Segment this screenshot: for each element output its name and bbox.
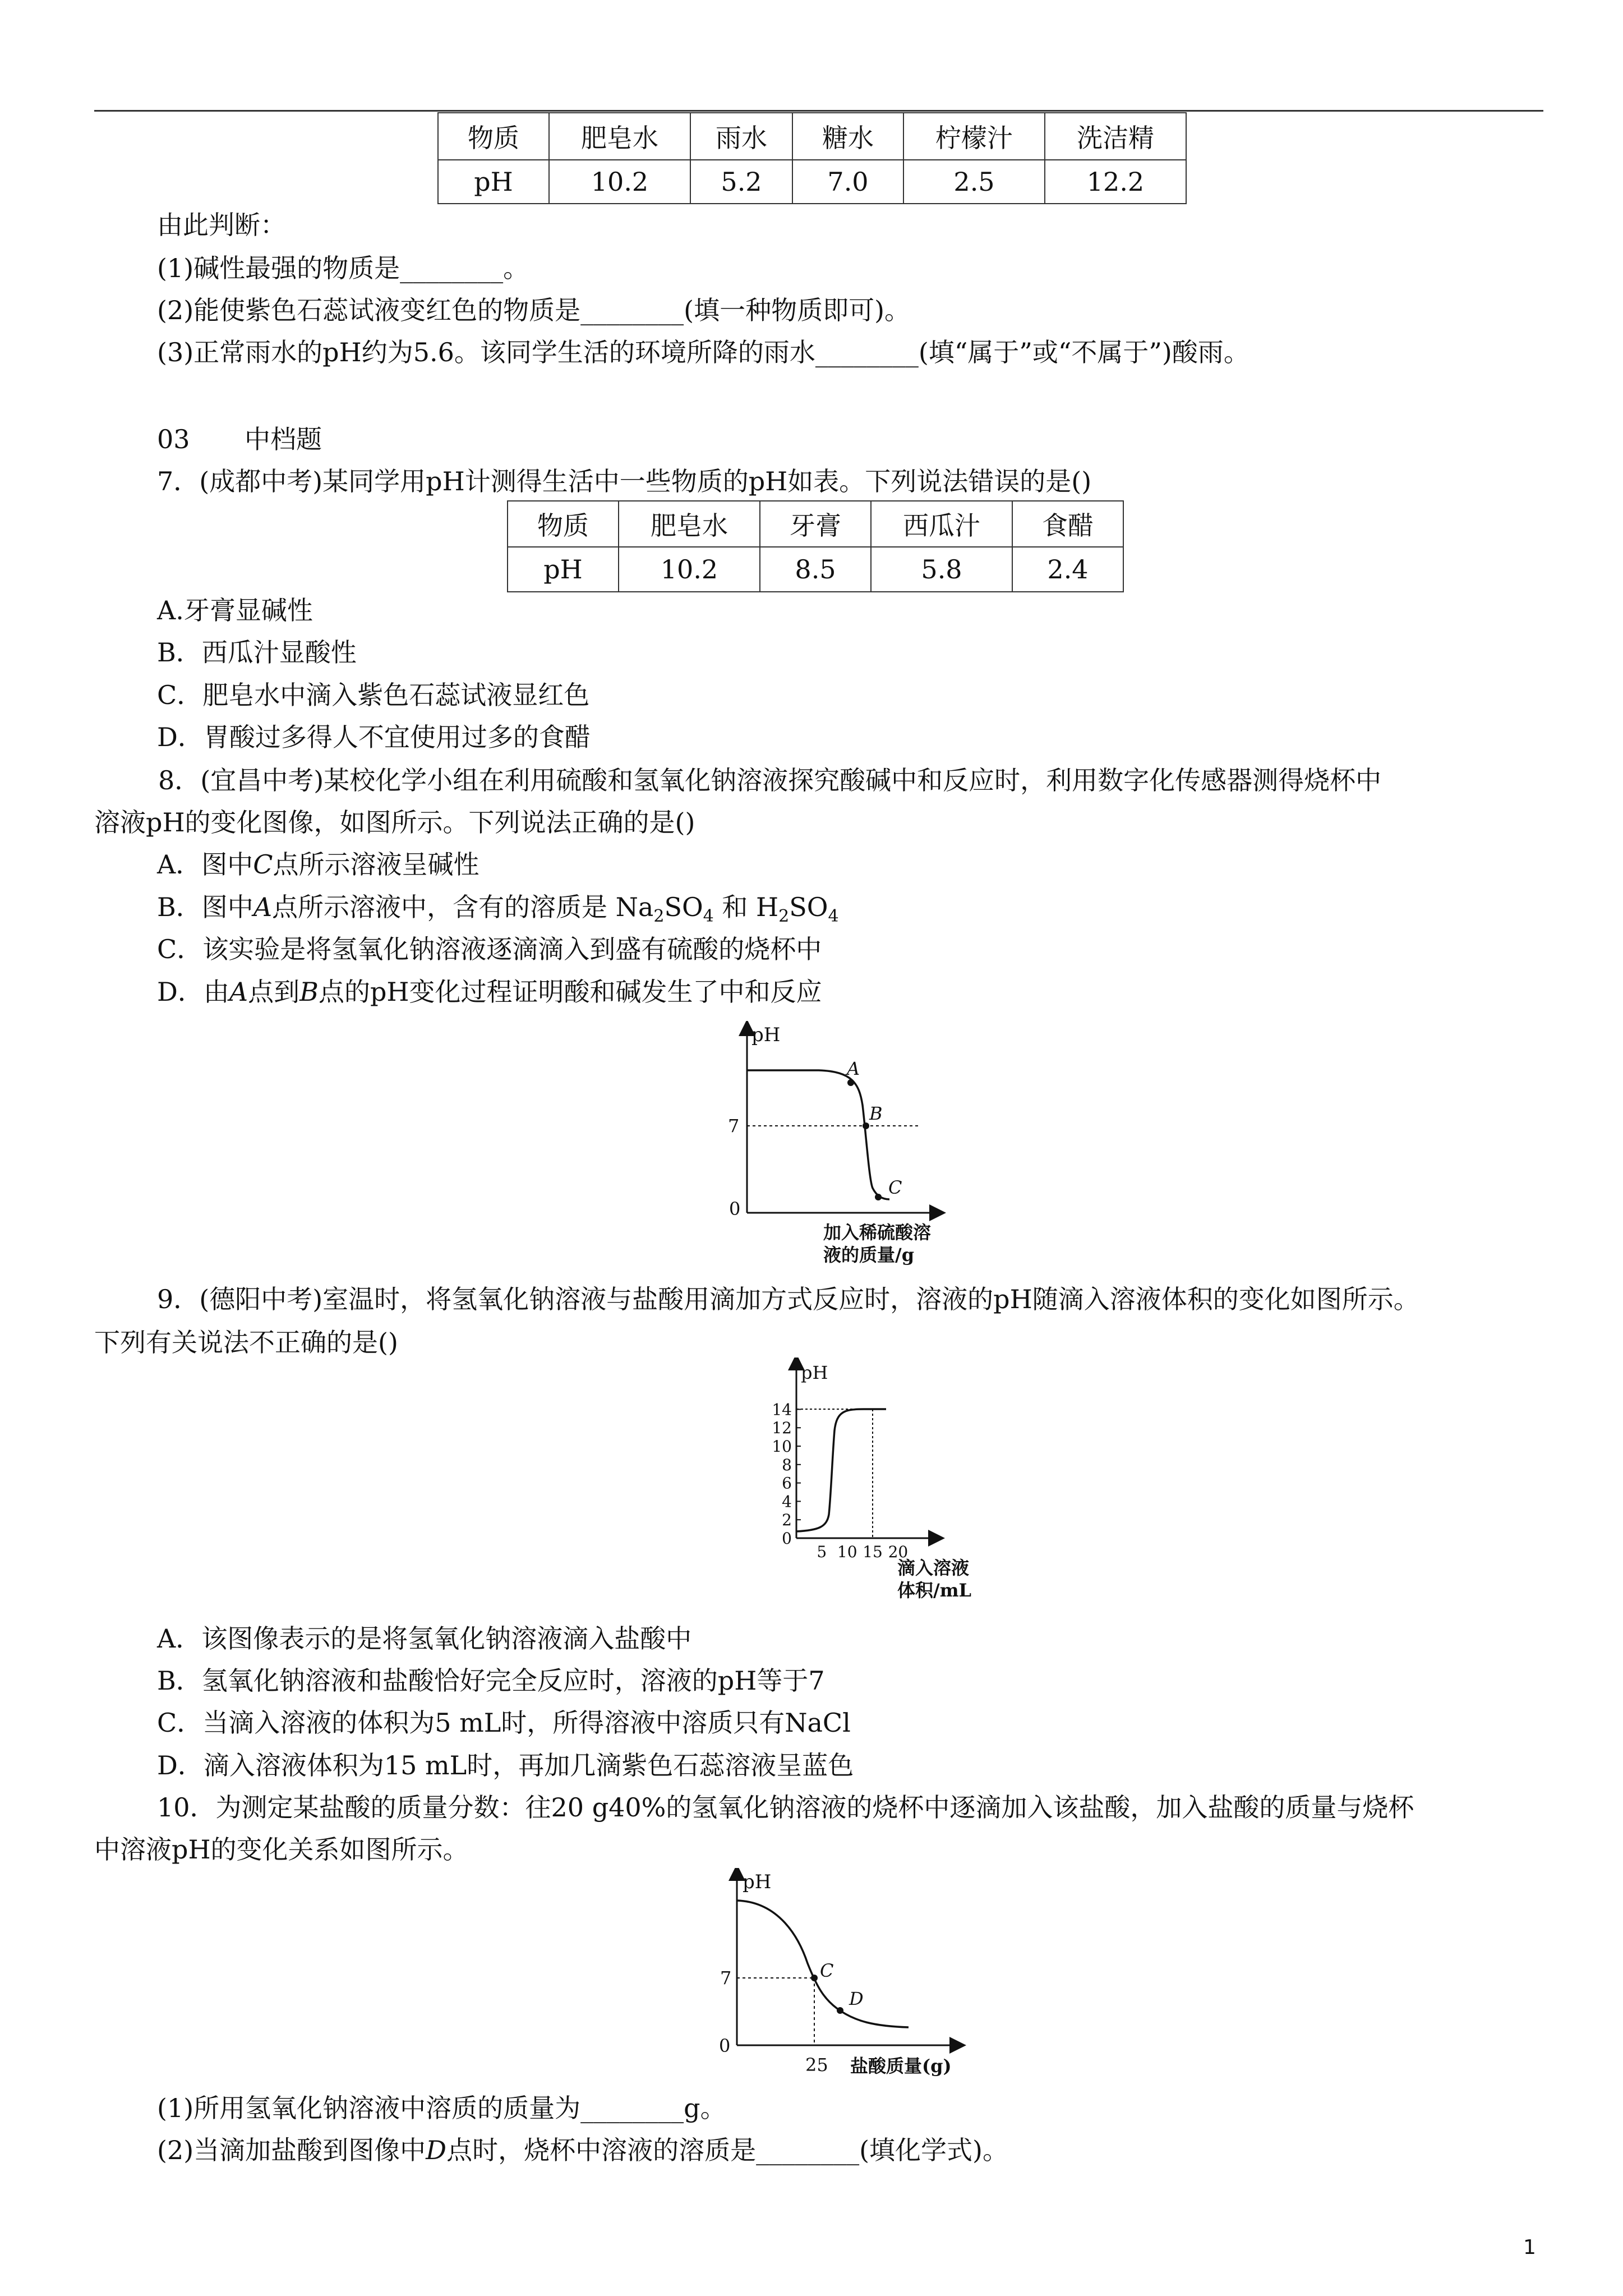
- table-cell: 5.2: [690, 160, 792, 204]
- table-cell: 西瓜汁: [871, 501, 1012, 547]
- table-cell: 10.2: [549, 160, 690, 204]
- ph-curve: [747, 1070, 889, 1199]
- table-row: [508, 547, 1123, 592]
- q9-stem-line2: 下列有关说法不正确的是(): [94, 1327, 398, 1358]
- table-cell: 柠檬汁: [903, 113, 1045, 160]
- q9-option-c: C．当滴入溶液的体积为5 mL时，所得溶液中溶质只有NaCl: [157, 1708, 851, 1738]
- y-axis-label: pH: [751, 1024, 781, 1046]
- x-axis-label-line2: 液的质量/g: [823, 1244, 915, 1266]
- tick-label-25: 25: [805, 2054, 828, 2076]
- y-tick-label: 14: [772, 1400, 792, 1419]
- table-row: [438, 113, 1186, 160]
- table-cell: 牙膏: [760, 501, 871, 547]
- q7-option-d: D．胃酸过多得人不宜使用过多的食醋: [157, 722, 591, 752]
- top-rule: [94, 110, 1543, 112]
- q8-stem-line1: 8．(宜昌中考)某校化学小组在利用硫酸和氢氧化钠溶液探究酸碱中和反应时，利用数字化传感器测得烧杯中: [158, 765, 1382, 795]
- table-row: [438, 160, 1186, 204]
- table-row: [508, 501, 1123, 547]
- q9-option-d: D．滴入溶液体积为15 mL时，再加几滴紫色石蕊溶液呈蓝色: [157, 1750, 854, 1780]
- table-cell: 7.0: [792, 160, 903, 204]
- table-cell: 10.2: [619, 547, 760, 592]
- ph-table-1: [437, 112, 1187, 204]
- q10-ph-chart: [690, 1868, 1004, 2087]
- point-c: [875, 1194, 882, 1200]
- q8-option-a: A．图中C点所示溶液呈碱性: [157, 849, 479, 880]
- x-tick-label: 5: [817, 1543, 827, 1561]
- origin-label: 0: [719, 2035, 731, 2056]
- q9-option-a: A．该图像表示的是将氢氧化钠溶液滴入盐酸中: [157, 1623, 692, 1654]
- section-number: 03: [157, 424, 190, 454]
- q6-sub2: (2)能使紫色石蕊试液变红色的物质是________(填一种物质即可)。: [157, 295, 911, 325]
- point-a: [847, 1079, 854, 1086]
- point-c-label: C: [820, 1960, 834, 1981]
- tick-label-7: 7: [720, 1967, 732, 1989]
- y-tick-label: 2: [782, 1511, 792, 1530]
- table-cell: 肥皂水: [619, 501, 760, 547]
- q10-stem-line1: 10．为测定某盐酸的质量分数：往20 g40%的氢氧化钠溶液的烧杯中逐滴加入该盐酸，加入盐酸的质量与烧杯: [157, 1792, 1414, 1823]
- table-cell: 2.4: [1012, 547, 1123, 592]
- y-tick-label: 8: [782, 1455, 792, 1474]
- table-cell: pH: [508, 547, 619, 592]
- x-tick-label: 20: [888, 1543, 909, 1561]
- q7-option-b: B．西瓜汁显酸性: [157, 637, 357, 668]
- q8-ph-chart: [684, 1021, 976, 1268]
- point-d: [837, 2007, 843, 2014]
- table-cell: 肥皂水: [549, 113, 690, 160]
- table-cell: 雨水: [690, 113, 792, 160]
- origin-label: 0: [729, 1198, 741, 1220]
- table-cell: 2.5: [903, 160, 1045, 204]
- q6-sub3: (3)正常雨水的pH约为5.6。该同学生活的环境所降的雨水________(填“属于”或“不属于”)酸雨。: [157, 337, 1249, 367]
- table-cell: 5.8: [871, 547, 1012, 592]
- point-b: [863, 1122, 869, 1129]
- q10-sub1: (1)所用氢氧化钠溶液中溶质的质量为________g。: [157, 2093, 726, 2123]
- q10-sub2: (2)当滴加盐酸到图像中D点时，烧杯中溶液的溶质是________(填化学式)。: [157, 2135, 1008, 2165]
- y-axis-label: pH: [743, 1871, 772, 1893]
- q9-stem-line1: 9．(德阳中考)室温时，将氢氧化钠溶液与盐酸用滴加方式反应时，溶液的pH随滴入溶液体积的变化如图所示。: [157, 1284, 1419, 1314]
- q8-option-d: D．由A点到B点的pH变化过程证明酸和碱发生了中和反应: [157, 977, 822, 1007]
- point-a-label: A: [847, 1058, 860, 1079]
- point-d-label: D: [849, 1988, 864, 2009]
- y-tick-label: 6: [782, 1474, 792, 1493]
- point-c: [811, 1975, 818, 1981]
- x-tick-labels: [817, 1543, 908, 1561]
- q6-intro: 由此判断：: [157, 210, 286, 240]
- q8-option-c: C．该实验是将氢氧化钠溶液逐滴滴入到盛有硫酸的烧杯中: [157, 934, 822, 964]
- table-cell: pH: [438, 160, 549, 204]
- table-cell: 物质: [508, 501, 619, 547]
- q8-option-b: B．图中A点所示溶液中，含有的溶质是 $Na_2SO_4$ 和 $H_2SO_4$: [157, 892, 839, 926]
- table-cell: 物质: [438, 113, 549, 160]
- x-tick-label: 15: [863, 1543, 883, 1561]
- y-tick-label: 10: [772, 1437, 792, 1456]
- ph-table-2: [507, 500, 1124, 592]
- point-b-label: B: [869, 1103, 883, 1124]
- section-title: 中档题: [245, 424, 322, 454]
- q7-option-a: A.牙膏显碱性: [157, 595, 313, 625]
- tick-label-7: 7: [728, 1115, 740, 1137]
- table-cell: 糖水: [792, 113, 903, 160]
- x-axis-label-line1: 滴入溶液: [897, 1557, 970, 1579]
- y-tick-label: 12: [772, 1419, 792, 1438]
- y-tick-label: 0: [782, 1529, 792, 1548]
- x-axis-label: 盐酸质量(g): [850, 2055, 952, 2077]
- table-cell: 8.5: [760, 547, 871, 592]
- q8-stem-line2: 溶液pH的变化图像，如图所示。下列说法正确的是(): [94, 807, 695, 838]
- q10-stem-line2: 中溶液pH的变化关系如图所示。: [94, 1834, 469, 1865]
- page-number: 1: [1523, 2236, 1536, 2259]
- table-cell: 12.2: [1045, 160, 1186, 204]
- point-c-label: C: [888, 1177, 902, 1198]
- q7-stem: 7．(成都中考)某同学用pH计测得生活中一些物质的pH如表。下列说法错误的是(): [157, 466, 1092, 496]
- table-cell: 洗洁精: [1045, 113, 1186, 160]
- table-cell: 食醋: [1012, 501, 1123, 547]
- x-axis-label-line1: 加入稀硫酸溶: [823, 1222, 932, 1243]
- y-tick-label: 4: [782, 1492, 792, 1511]
- q7-option-c: C．肥皂水中滴入紫色石蕊试液显红色: [157, 680, 590, 710]
- q9-option-b: B．氢氧化钠溶液和盐酸恰好完全反应时，溶液的pH等于7: [157, 1665, 825, 1696]
- x-tick-label: 10: [837, 1543, 857, 1561]
- q9-ph-chart: [751, 1358, 1032, 1604]
- y-axis-label: pH: [801, 1362, 828, 1383]
- q6-sub1: (1)碱性最强的物质是________。: [157, 253, 529, 283]
- x-axis-label-line2: 体积/mL: [897, 1580, 972, 1601]
